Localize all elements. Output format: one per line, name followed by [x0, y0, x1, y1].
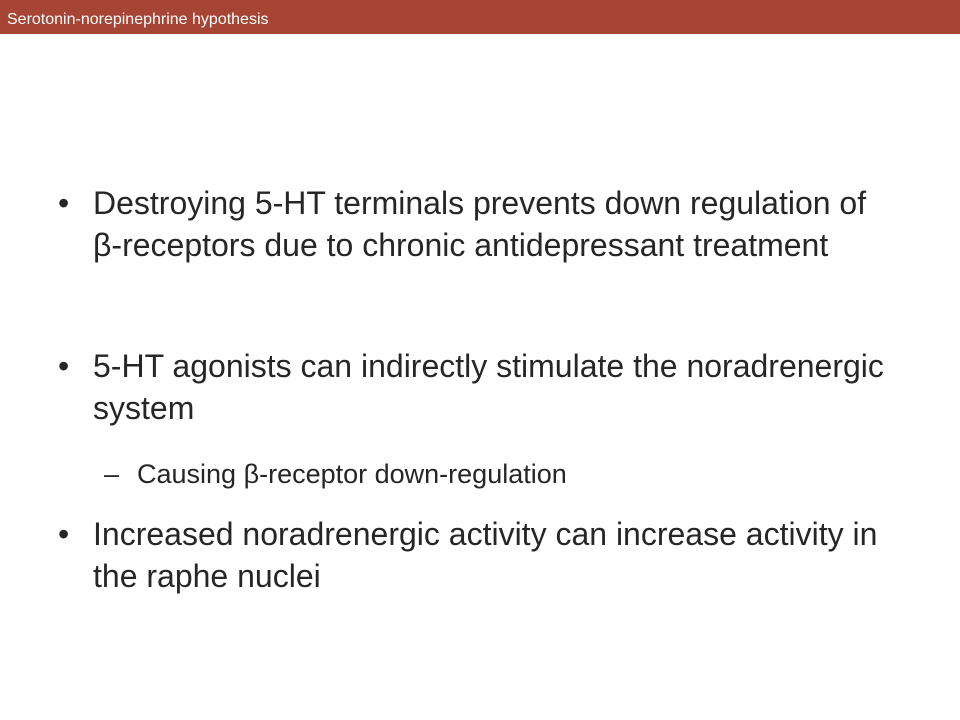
sub-bullet-1-marker: – — [104, 459, 120, 489]
bullet-3-text: Increased noradrenergic activity can increase activity in the raphe nuclei — [93, 516, 878, 594]
bullet-1-marker: • — [58, 185, 70, 221]
title-bar — [0, 0, 960, 34]
bullet-1-text: Destroying 5-HT terminals prevents down regulation of β-receptors due to chronic antidepressant treatment — [93, 185, 867, 263]
slide-title: Serotonin-norepinephrine hypothesis — [7, 11, 269, 28]
bullet-2-text: 5-HT agonists can indirectly stimulate the noradrenergic system — [93, 348, 884, 426]
sub-bullet-1-text: Causing β-receptor down-regulation — [137, 459, 567, 489]
bullet-3-marker: • — [58, 516, 70, 552]
bullet-2-marker: • — [58, 348, 70, 384]
